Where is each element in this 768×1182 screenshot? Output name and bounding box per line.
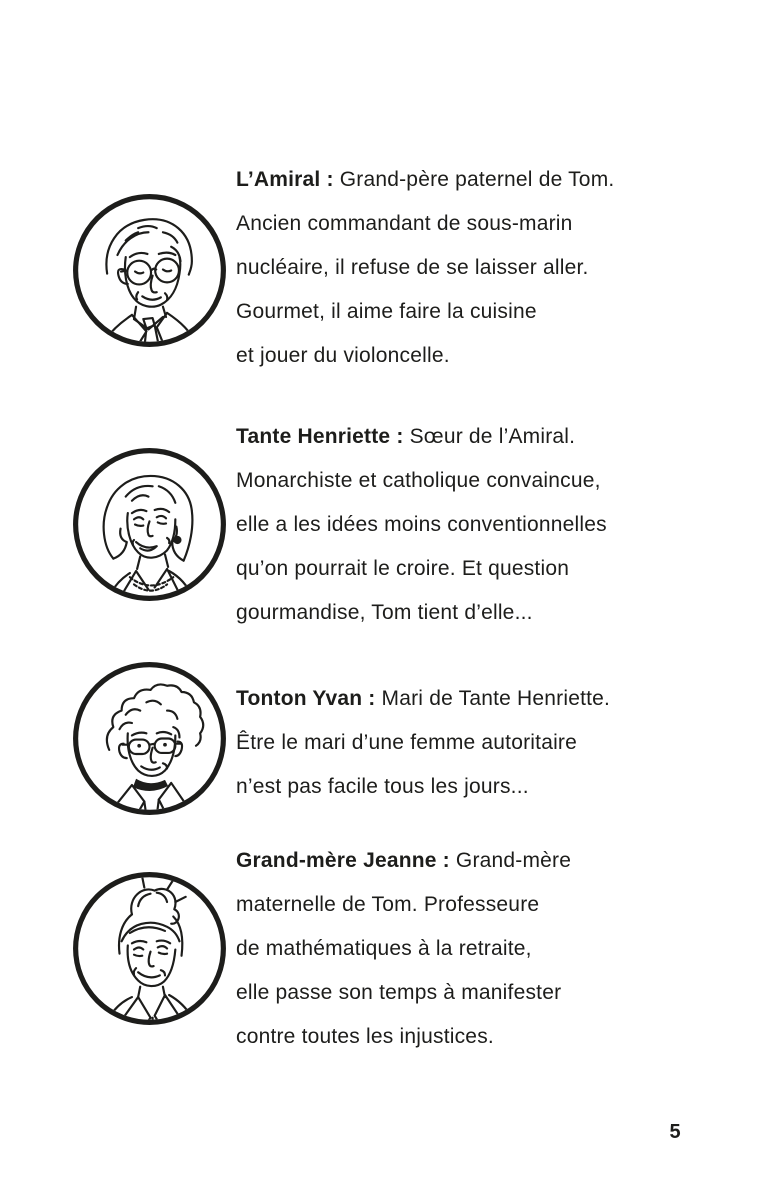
character-heading-line: [236, 839, 706, 883]
jeanne-portrait: [72, 871, 227, 1026]
character-description-line: elle passe son temps à manifester: [236, 981, 562, 1004]
character-description-line: Gourmet, il aime faire la cuisine: [236, 300, 537, 323]
character-description-line: contre toutes les injustices.: [236, 1025, 494, 1048]
character-description-line: elle a les idées moins conventionnelles: [236, 513, 607, 536]
character-heading-line: [236, 158, 706, 202]
character-description-line: Monarchiste et catholique convaincue,: [236, 469, 601, 492]
henriette-portrait: [72, 447, 227, 602]
character-description-line: nucléaire, il refuse de se laisser aller.: [236, 256, 589, 279]
elderly-man-curly-hair-glasses-portrait-icon: [72, 661, 227, 816]
character-entry-henriette: [236, 415, 706, 635]
character-description-line: n’est pas facile tous les jours...: [236, 775, 529, 798]
character-name: Grand-mère Jeanne :: [236, 849, 450, 872]
character-name: L’Amiral :: [236, 168, 334, 191]
character-heading-line: [236, 415, 706, 459]
character-entry-yvan: [236, 677, 706, 809]
character-entry-jeanne: [236, 839, 706, 1059]
elderly-woman-hair-bun-portrait-icon: [72, 871, 227, 1026]
character-intro: Grand-père paternel de Tom.: [339, 168, 615, 191]
character-description-line: et jouer du violoncelle.: [236, 344, 450, 367]
elderly-woman-wavy-hair-earring-portrait-icon: [72, 447, 227, 602]
character-name: Tante Henriette :: [236, 425, 404, 448]
character-description-line: maternelle de Tom. Professeure: [236, 893, 540, 916]
character-description-line: Être le mari d’une femme autoritaire: [236, 731, 578, 754]
yvan-portrait: [72, 661, 227, 816]
character-entry-amiral: [236, 158, 706, 378]
character-heading-line: [236, 677, 706, 721]
amiral-portrait: [72, 193, 227, 348]
character-description-line: gourmandise, Tom tient d’elle...: [236, 601, 533, 624]
elderly-man-round-glasses-suit-portrait-icon: [72, 193, 227, 348]
character-name: Tonton Yvan :: [236, 687, 376, 710]
character-intro: Mari de Tante Henriette.: [381, 687, 611, 710]
page-number: 5: [669, 1121, 681, 1143]
character-intro: Grand-mère: [455, 849, 572, 872]
character-description-line: qu’on pourrait le croire. Et question: [236, 557, 570, 580]
character-description-line: de mathématiques à la retraite,: [236, 937, 532, 960]
character-intro: Sœur de l’Amiral.: [409, 425, 576, 448]
character-description-line: Ancien commandant de sous-marin: [236, 212, 573, 235]
